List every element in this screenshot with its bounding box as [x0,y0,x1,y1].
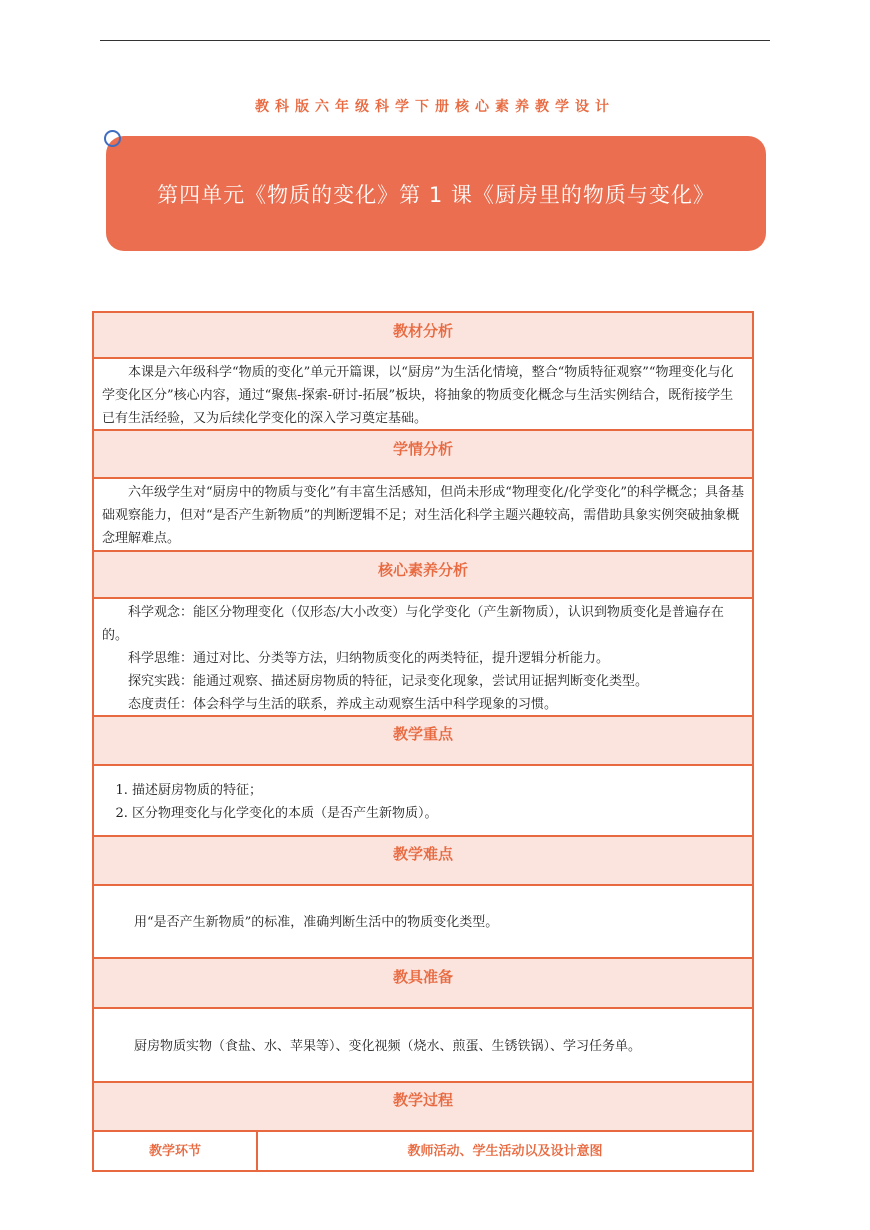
column-header-stage: 教学环节 [94,1132,258,1170]
process-table-header-row [94,1132,752,1170]
column-header-activity: 教师活动、学生活动以及设计意图 [407,1144,603,1159]
section-header-key-points: 教学重点 [94,717,752,766]
lesson-title: 第四单元《物质的变化》第 1 课《厨房里的物质与变化》 [157,182,715,207]
literacy-item: 科学观念：能区分物理变化（仅形态/大小改变）与化学变化（产生新物质），认识到物质变化是普遍存在的。 [102,605,724,643]
banner-dot-icon [104,130,121,147]
section-body-difficulty [94,886,752,959]
student-analysis-text: 六年级学生对“厨房中的物质与变化”有丰富生活感知，但尚未形成“物理变化/化学变化”的科学概念；具备基础观察能力，但对“是否产生新物质”的判断逻辑不足；对生活化科学主题兴趣较高，需借助具象实例突破抽象概念理解难点。 [102,485,744,546]
document-subtitle: 教科版六年级科学下册核心素养教学设计 [255,99,615,115]
key-point-item: 1. 描述厨房物质的特征； [132,779,752,802]
section-body-textbook [94,359,752,431]
top-rule [100,40,770,41]
section-body-materials [94,1009,752,1083]
section-header-process: 教学过程 [94,1083,752,1132]
literacy-item: 态度责任：体会科学与生活的联系，养成主动观察生活中科学现象的习惯。 [128,697,558,712]
section-header-literacy: 核心素养分析 [94,552,752,599]
section-header-difficulty: 教学难点 [94,837,752,886]
difficulty-text: 用“是否产生新物质”的标准，准确判断生活中的物质变化类型。 [134,915,499,930]
section-header-textbook: 教材分析 [94,313,752,359]
section-header-materials: 教具准备 [94,959,752,1009]
literacy-item: 科学思维：通过对比、分类等方法，归纳物质变化的两类特征，提升逻辑分析能力。 [128,651,610,666]
section-body-key-points [94,766,752,837]
section-body-literacy [94,599,752,717]
key-points-list [94,779,752,825]
materials-text: 厨房物质实物（食盐、水、苹果等）、变化视频（烧水、煎蛋、生锈铁锅）、学习任务单。 [134,1039,642,1054]
title-banner [106,136,766,251]
literacy-item: 探究实践：能通过观察、描述厨房物质的特征，记录变化现象，尝试用证据判断变化类型。 [128,674,649,689]
lesson-plan-table [92,311,754,1172]
section-body-students [94,479,752,552]
key-point-item: 2. 区分物理变化与化学变化的本质（是否产生新物质）。 [132,802,752,825]
section-header-students: 学情分析 [94,431,752,479]
textbook-analysis-text: 本课是六年级科学“物质的变化”单元开篇课，以“厨房”为生活化情境，整合“物质特征观察”“物理变化与化学变化区分”核心内容，通过“聚焦-探索-研讨-拓展”板块，将抽象的物质变化概念与生活实例结合，既衔接学生已有生活经验，又为后续化学变化的深入学习奠定基础。 [102,365,734,426]
